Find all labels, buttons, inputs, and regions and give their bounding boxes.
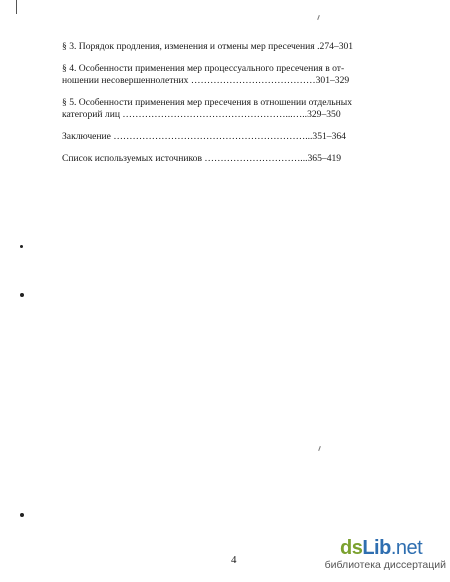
- toc-line: Список используемых источников …………………………...365–419: [62, 152, 342, 164]
- toc-line: § 5. Особенности применения мер пресечения в отношении отдельных: [62, 96, 353, 108]
- logo-part-lib: Lib: [362, 537, 391, 559]
- toc-entry-sources: [62, 153, 397, 166]
- dslib-logo: [340, 537, 422, 559]
- toc-line: Заключение ……………………………………………………...351–364: [62, 130, 346, 142]
- toc-line: ношении несовершеннолетних …………………………………301–329: [62, 75, 350, 87]
- logo-part-net: .net: [390, 537, 423, 559]
- scan-speck: [20, 293, 24, 297]
- toc-line: § 4. Особенности применения мер процессуального пресечения в от-: [62, 62, 345, 74]
- toc-entry-section-5: [62, 97, 397, 122]
- scan-speck: [20, 245, 23, 248]
- scan-mark: [317, 15, 320, 20]
- site-watermark: [322, 537, 446, 577]
- toc-entry-section-4: [62, 63, 397, 88]
- scan-mark: [318, 446, 321, 451]
- watermark-subtitle: библиотека диссертаций: [324, 559, 446, 571]
- page-edge-line: [16, 0, 17, 14]
- toc-line: категорий лиц ……………………………………………...…..329–350: [62, 109, 341, 121]
- table-of-contents: [62, 41, 397, 165]
- scan-speck: [20, 513, 24, 517]
- toc-entry-conclusion: [62, 131, 397, 144]
- page-number: 4: [231, 554, 237, 566]
- toc-entry-section-3: [62, 41, 397, 54]
- logo-part-ds: ds: [340, 537, 363, 559]
- toc-line: § 3. Порядок продления, изменения и отмены мер пресечения .274–301: [62, 41, 354, 52]
